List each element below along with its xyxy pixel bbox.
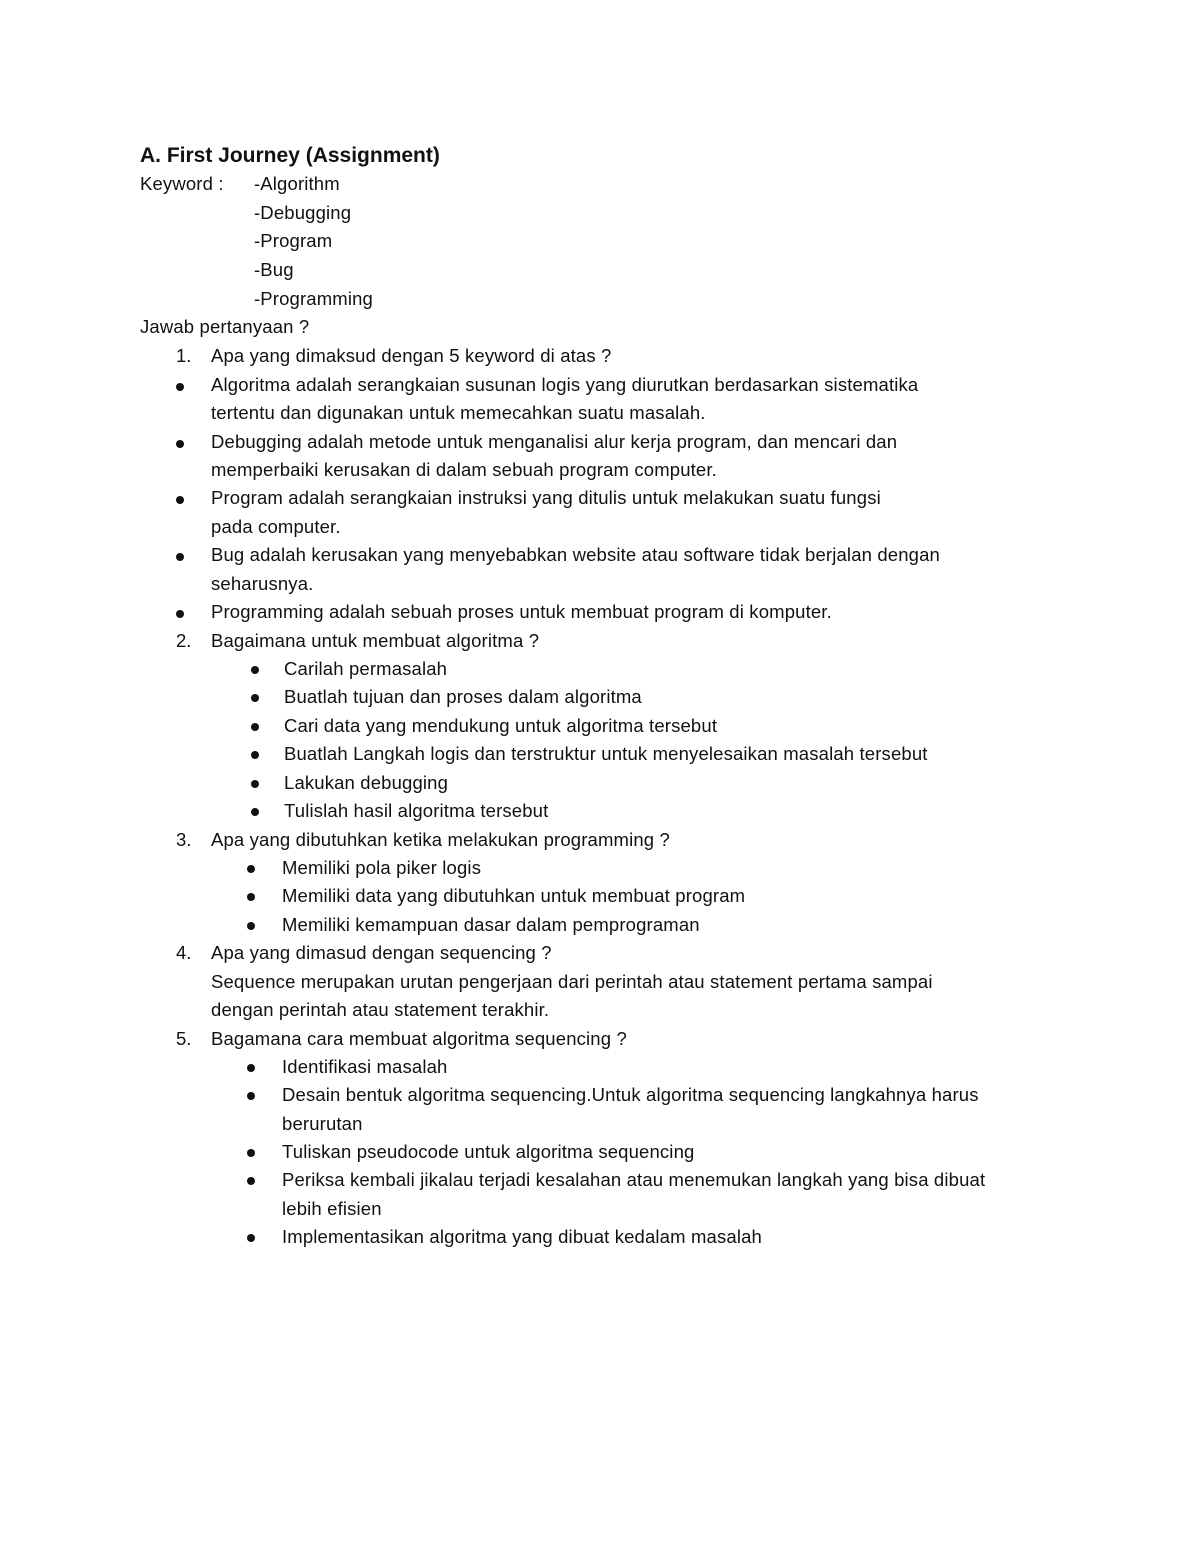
document-title: A. First Journey (Assignment) — [140, 144, 440, 167]
answer-line: Memiliki pola piker logis — [282, 857, 482, 878]
bullet-icon — [247, 1177, 255, 1185]
answer-line: Identifikasi masalah — [282, 1056, 448, 1077]
answer-line: Buatlah tujuan dan proses dalam algoritma — [284, 686, 642, 707]
question-number: 5. — [176, 1028, 192, 1049]
keyword-item: -Bug — [254, 259, 294, 280]
question-text: Bagaimana untuk membuat algoritma ? — [211, 630, 540, 651]
bullet-icon — [247, 1149, 255, 1157]
keyword-item: -Programming — [254, 288, 373, 309]
answer-line: Implementasikan algoritma yang dibuat kedalam masalah — [282, 1226, 762, 1247]
answer-line: Periksa kembali jikalau terjadi kesalahan atau menemukan langkah yang bisa dibuat — [282, 1169, 986, 1190]
answer-line: Buatlah Langkah logis dan terstruktur untuk menyelesaikan masalah tersebut — [284, 743, 928, 764]
question-text: Apa yang dibutuhkan ketika melakukan programming ? — [211, 829, 670, 850]
question-number: 2. — [176, 630, 192, 651]
question-number: 3. — [176, 829, 192, 850]
bullet-icon — [251, 723, 259, 731]
question-text: Apa yang dimaksud dengan 5 keyword di atas ? — [211, 345, 612, 366]
bullet-icon — [247, 1092, 255, 1100]
answer-line: Algoritma adalah serangkaian susunan logis yang diurutkan berdasarkan sistematika — [211, 374, 919, 395]
answer-line: seharusnya. — [211, 573, 314, 594]
bullet-icon — [176, 553, 184, 561]
keyword-label: Keyword : — [140, 173, 224, 194]
question-text: Bagamana cara membuat algoritma sequencing ? — [211, 1028, 627, 1049]
answer-line: Cari data yang mendukung untuk algoritma tersebut — [284, 715, 718, 736]
bullet-icon — [251, 666, 259, 674]
question-number: 4. — [176, 942, 192, 963]
bullet-icon — [176, 440, 184, 448]
keyword-item: -Debugging — [254, 202, 352, 223]
intro-text: Jawab pertanyaan ? — [140, 316, 310, 337]
bullet-icon — [247, 922, 255, 930]
answer-line: Bug adalah kerusakan yang menyebabkan website atau software tidak berjalan dengan — [211, 544, 940, 565]
answer-line: Carilah permasalah — [284, 658, 448, 679]
keyword-item: -Program — [254, 230, 333, 251]
answer-line: Debugging adalah metode untuk menganalisi alur kerja program, dan mencari dan — [211, 431, 898, 452]
answer-line: Memiliki data yang dibutuhkan untuk membuat program — [282, 885, 746, 906]
answer-line: memperbaiki kerusakan di dalam sebuah program computer. — [211, 459, 717, 480]
bullet-icon — [176, 496, 184, 504]
answer-line: Program adalah serangkaian instruksi yang ditulis untuk melakukan suatu fungsi — [211, 487, 881, 508]
answer-line: Lakukan debugging — [284, 772, 449, 793]
bullet-icon — [247, 865, 255, 873]
answer-line: Tuliskan pseudocode untuk algoritma sequencing — [282, 1141, 695, 1162]
keyword-item: -Algorithm — [254, 173, 340, 194]
bullet-icon — [251, 780, 259, 788]
bullet-icon — [251, 751, 259, 759]
bullet-icon — [247, 1234, 255, 1242]
bullet-icon — [176, 610, 184, 618]
answer-line: Desain bentuk algoritma sequencing.Untuk algoritma sequencing langkahnya harus — [282, 1084, 979, 1105]
bullet-icon — [251, 808, 259, 816]
bullet-icon — [247, 1064, 255, 1072]
question-number: 1. — [176, 345, 192, 366]
answer-line: Tulislah hasil algoritma tersebut — [284, 800, 549, 821]
question-text: Apa yang dimasud dengan sequencing ? — [211, 942, 552, 963]
answer-line: dengan perintah atau statement terakhir. — [211, 999, 550, 1020]
answer-line: Sequence merupakan urutan pengerjaan dari perintah atau statement pertama sampai — [211, 971, 933, 992]
answer-line: lebih efisien — [282, 1198, 382, 1219]
answer-line: berurutan — [282, 1113, 363, 1134]
bullet-icon — [247, 893, 255, 901]
answer-line: Memiliki kemampuan dasar dalam pemprograman — [282, 914, 700, 935]
answer-line: tertentu dan digunakan untuk memecahkan suatu masalah. — [211, 402, 706, 423]
bullet-icon — [251, 694, 259, 702]
bullet-icon — [176, 383, 184, 391]
answer-line: Programming adalah sebuah proses untuk membuat program di komputer. — [211, 601, 832, 622]
answer-line: pada computer. — [211, 516, 341, 537]
